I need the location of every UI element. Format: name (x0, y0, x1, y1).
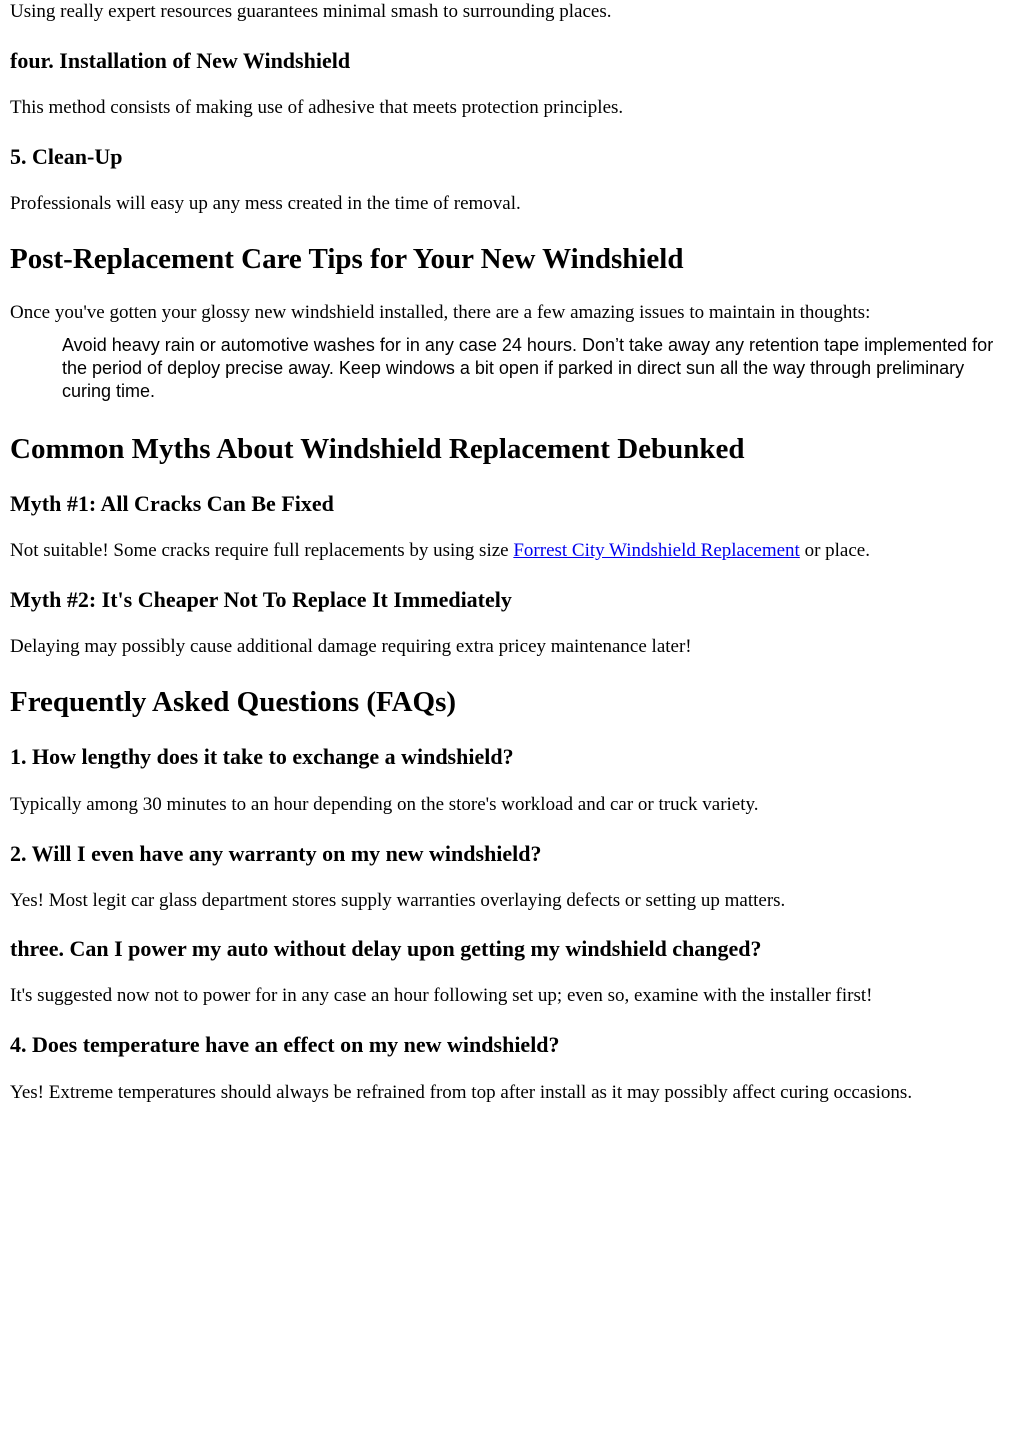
myth-2-heading: Myth #2: It's Cheaper Not To Replace It Immediately (10, 587, 512, 612)
step-5-paragraph: Professionals will easy up any mess created in the time of removal. (10, 193, 521, 214)
faq-answer-4: Yes! Extreme temperatures should always be refrained from top after install as it may possibly affect curing occasions. (10, 1082, 913, 1103)
myths-heading: Common Myths About Windshield Replacement Debunked (10, 433, 745, 465)
article-content (10, 0, 1015, 1104)
myth-1-text-before: Not suitable! Some cracks require full replacements by using size (10, 540, 514, 561)
post-care-heading: Post-Replacement Care Tips for Your New Windshield (10, 243, 684, 275)
faq-heading: Frequently Asked Questions (FAQs) (10, 686, 457, 718)
myth-1-text-after: or place. (799, 540, 870, 561)
post-care-intro: Once you've gotten your glossy new windshield installed, there are a few amazing issues to maintain in thoughts: (10, 302, 871, 323)
faq-question-4: 4. Does temperature have an effect on my new windshield? (10, 1032, 560, 1057)
step-4-paragraph: This method consists of making use of adhesive that meets protection principles. (10, 97, 624, 118)
step-4-heading: four. Installation of New Windshield (10, 48, 351, 73)
myth-2-paragraph: Delaying may possibly cause additional damage requiring extra pricey maintenance later! (10, 636, 692, 657)
faq-question-3: three. Can I power my auto without delay upon getting my windshield changed? (10, 936, 762, 961)
step-5-heading: 5. Clean-Up (10, 144, 123, 169)
forrest-city-windshield-link[interactable]: Forrest City Windshield Replacement (513, 540, 800, 561)
myth-1-heading: Myth #1: All Cracks Can Be Fixed (10, 491, 334, 516)
faq-question-2: 2. Will I even have any warranty on my new windshield? (10, 841, 542, 866)
post-care-tips-quote: Avoid heavy rain or automotive washes for in any case 24 hours. Don’t take away any retention tape implemented for the period of deploy precise away. Keep windows a bit open if parked in direct sun all the way through preliminary curing time. (62, 335, 994, 401)
faq-question-1: 1. How lengthy does it take to exchange a windshield? (10, 744, 514, 769)
myth-1-paragraph (10, 540, 1015, 562)
faq-answer-1: Typically among 30 minutes to an hour depending on the store's workload and car or truck variety. (10, 794, 759, 815)
faq-answer-3: It's suggested now not to power for in any case an hour following set up; even so, examine with the installer first! (10, 985, 873, 1006)
intro-paragraph: Using really expert resources guarantees minimal smash to surrounding places. (10, 1, 612, 22)
faq-answer-2: Yes! Most legit car glass department stores supply warranties overlaying defects or setting up matters. (10, 890, 786, 911)
